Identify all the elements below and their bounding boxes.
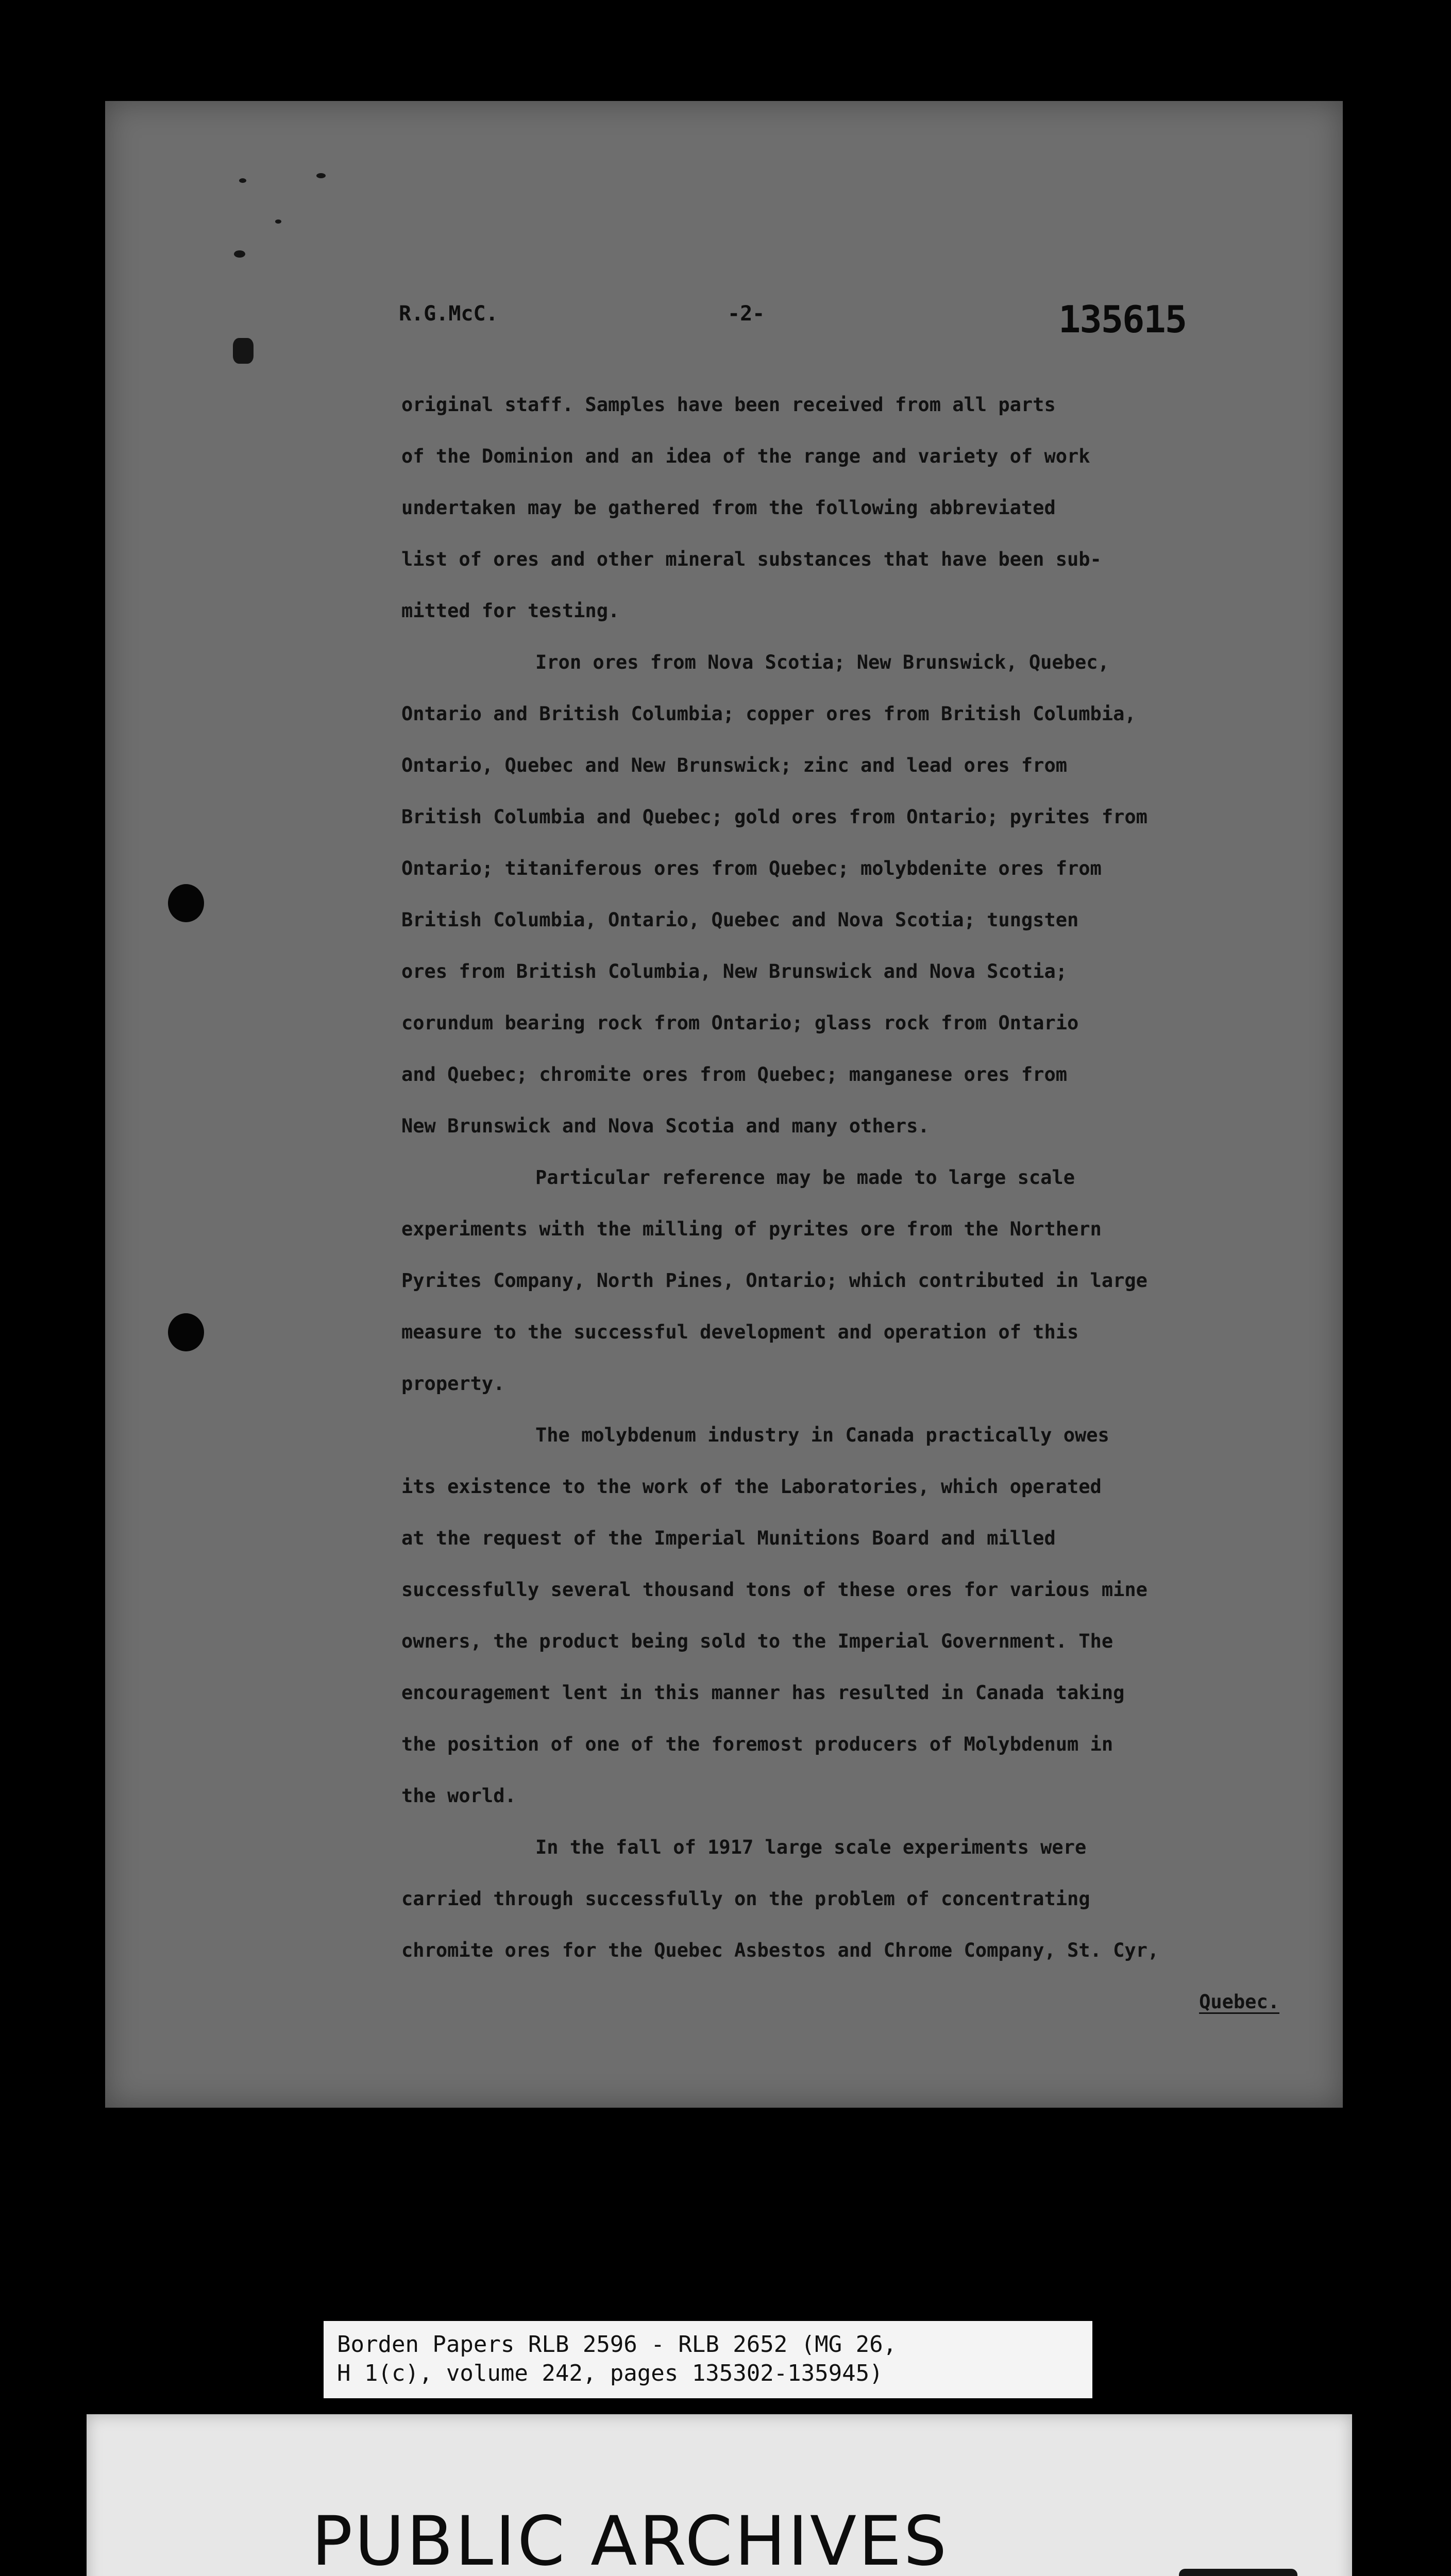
scan-speck	[316, 173, 326, 178]
body-line: its existence to the work of the Laboratories, which operated	[401, 1476, 1102, 1498]
body-line: undertaken may be gathered from the following abbreviated	[401, 497, 1056, 519]
body-line: Ontario and British Columbia; copper ores from British Columbia,	[401, 703, 1136, 725]
body-line: successfully several thousand tons of these ores for various mine	[401, 1579, 1148, 1601]
header-initials: R.G.McC.	[399, 302, 498, 326]
citation-label	[324, 2321, 1092, 2398]
citation-line-1: Borden Papers RLB 2596 - RLB 2652 (MG 26,	[337, 2331, 897, 2358]
archive-card	[87, 2414, 1352, 2576]
archive-title-en: PUBLIC ARCHIVES	[311, 2502, 949, 2576]
body-line: encouragement lent in this manner has resulted in Canada taking	[401, 1682, 1125, 1704]
body-line: British Columbia and Quebec; gold ores from Ontario; pyrites from	[401, 806, 1148, 828]
body-line: Ontario; titaniferous ores from Quebec; molybdenite ores from	[401, 857, 1102, 879]
citation-line-2: H 1(c), volume 242, pages 135302-135945)	[337, 2360, 883, 2386]
body-line: corundum bearing rock from Ontario; glass rock from Ontario	[401, 1012, 1079, 1034]
header-page-marker: -2-	[728, 302, 765, 326]
body-line: measure to the successful development and operation of this	[401, 1321, 1079, 1343]
body-line: chromite ores for the Quebec Asbestos and Chrome Company, St. Cyr,	[401, 1939, 1159, 1961]
archives-logo-icon	[1179, 2569, 1297, 2576]
body-line: Pyrites Company, North Pines, Ontario; which contributed in large	[401, 1269, 1148, 1292]
scanned-letter-page	[105, 101, 1343, 2108]
letter-body	[401, 379, 1380, 2028]
body-line: the world.	[401, 1785, 516, 1807]
final-line	[401, 1976, 1380, 2028]
letter-header	[105, 298, 1343, 348]
body-line: property.	[401, 1372, 505, 1395]
body-line: the position of one of the foremost producers of Molybdenum in	[401, 1733, 1113, 1755]
body-line: list of ores and other mineral substances that have been sub-	[401, 548, 1102, 570]
body-line: at the request of the Imperial Munitions Board and milled	[401, 1527, 1056, 1549]
final-line-text: Quebec.	[1199, 1991, 1279, 2013]
body-line: Iron ores from Nova Scotia; New Brunswick, Quebec,	[535, 651, 1109, 673]
body-line: mitted for testing.	[401, 600, 620, 622]
body-line: New Brunswick and Nova Scotia and many others.	[401, 1115, 930, 1137]
body-line: The molybdenum industry in Canada practically owes	[535, 1424, 1109, 1446]
page-stamp-number: 135615	[1058, 298, 1187, 341]
body-line: experiments with the milling of pyrites ore from the Northern	[401, 1218, 1102, 1240]
body-line: of the Dominion and an idea of the range and variety of work	[401, 445, 1090, 467]
body-line: Particular reference may be made to large scale	[535, 1166, 1075, 1189]
body-line: original staff. Samples have been received from all parts	[401, 394, 1056, 416]
scan-speck	[234, 250, 245, 258]
punch-hole-bottom	[168, 1313, 204, 1351]
body-line: and Quebec; chromite ores from Quebec; manganese ores from	[401, 1063, 1068, 1086]
body-line: owners, the product being sold to the Imperial Government. The	[401, 1630, 1113, 1652]
body-line: carried through successfully on the problem of concentrating	[401, 1888, 1090, 1910]
body-line: British Columbia, Ontario, Quebec and Nova Scotia; tungsten	[401, 909, 1079, 931]
punch-hole-top	[168, 884, 204, 922]
scan-speck	[239, 178, 246, 183]
body-line: ores from British Columbia, New Brunswick and Nova Scotia;	[401, 960, 1068, 982]
body-line: In the fall of 1917 large scale experiments were	[535, 1836, 1087, 1858]
body-line: Ontario, Quebec and New Brunswick; zinc and lead ores from	[401, 754, 1068, 776]
scan-speck	[275, 219, 281, 224]
